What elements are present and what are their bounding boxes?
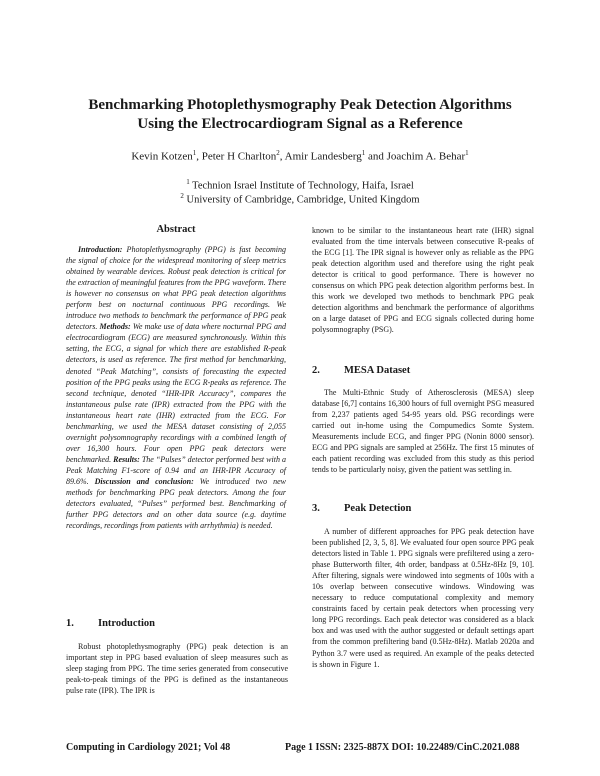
introduction-paragraph: Robust photoplethysmography (PPG) peak detection is an important step in PPG based evaluation of sleep measures such as sleep staging from PPG. The time series generated from consecutive peak-to-peak timings of the PPG is defined as the instantaneous pulse rate (IPR). The IPR is (66, 642, 288, 696)
section-title: Peak Detection (344, 503, 412, 514)
section-heading-mesa (312, 365, 410, 376)
section-heading-peak-detection (312, 503, 411, 514)
abstract-methods-label: Methods: (99, 322, 131, 332)
author-affil-mark: 1 (361, 149, 366, 157)
abstract-results: The “Pulses” detector performed best with a Peak Matching F1-score of 0.94 and an IHR-IPR Accuracy of 89.6%. (66, 454, 286, 486)
paper-title (0, 96, 600, 134)
author-name: , Amir Landesberg (279, 150, 362, 163)
affiliation-number: 2 (180, 192, 184, 200)
peak-detection-paragraph: A number of different approaches for PPG peak detection have been published [2, 3, 5, 8]. We evaluated four open source PPG peak detectors listed in Table 1. PPG signals were prefiltered using a zero-phase Butterworth filter, 4th order, bandpass at 0.5Hz-8Hz [9, 10]. After filtering, signals were windowed into segments of 100s with a 10s overlap between consecutive windows. Windowing was necessary to reduce computational complexity and memory constraints faced by certain peak detectors when processing very long PPG recordings. Each peak detector was considered as a black box and was used with the author suggested or default settings apart from the common prefiltering band (0.5Hz-8Hz). Matlab 2020a and Python 3.7 were used as required. An example of the peaks detected is shown in Figure 1. (312, 527, 534, 669)
author-affil-mark: 2 (276, 149, 280, 157)
section-number: 1. (66, 618, 74, 629)
section-number: 3. (312, 503, 320, 514)
title-line-2: Using the Electrocardiogram Signal as a Reference (137, 116, 463, 132)
abstract-discussion-label: Discussion and conclusion: (94, 476, 194, 486)
abstract-body (66, 244, 286, 531)
affiliation-number: 1 (186, 178, 190, 186)
abstract-results-label: Results: (113, 454, 140, 464)
author-affil-mark: 1 (192, 149, 197, 157)
abstract-intro-label: Introduction: (78, 245, 123, 254)
author-name: , Peter H Charlton (196, 150, 277, 163)
abstract-methods: We make use of data where nocturnal PPG and electrocardiogram (ECG) are measured synchronously. Within this setting, the ECG, a signal for which there are established R-peak detectors, is used as reference. The first method for benchmarking, denoted “Peak Matching”, consists of forecasting the expected position of the PPG peaks using the ECG R-peaks as reference. The second technique, denoted “IHR-IPR Accuracy”, compares the instantaneous pulse rate (IPR) extracted from the PPG with the instantaneous heart rate (IHR) extracted from the ECG. For benchmarking, we used the MESA dataset consisting of 2,055 overnight polysomnography recordings with a combined length of over 16,300 hours. Four open PPG peak detectors were benchmarked. (66, 322, 286, 464)
section-title: Introduction (98, 618, 155, 629)
section-heading-introduction (66, 618, 155, 629)
abstract-intro: Photoplethysmography (PPG) is fast becoming the signal of choice for the widespread monitoring of sleep metrics obtained by wearable devices. Robust peak detection is critical for the extraction of meaningful features from the PPG waveform. There is however no consensus on what PPG peak detection algorithms perform best on nocturnal continuous PPG recordings. We introduce two methods to benchmark the performance of PPG peak detectors. (66, 245, 286, 332)
affiliation-1 (0, 178, 600, 192)
intro-continued-paragraph: known to be similar to the instantaneous heart rate (IHR) signal evaluated from the time intervals between consecutive R-peaks of the ECG [1]. The IPR signal is however only as reliable as the PPG peak detection algorithm used and therefore using the right peak detector is critical to good performance. There is however no consensus on which PPG peak detection algorithm performs best. In this work we developed two methods to benchmark PPG peak detection algorithms and benchmark the performance of algorithms on a large dataset of PPG and ECG signals collected during home polysomnography (PSG). (312, 226, 534, 335)
title-line-1: Benchmarking Photoplethysmography Peak Detection Algorithms (88, 97, 512, 113)
affiliation-text: Technion Israel Institute of Technology, Haifa, Israel (189, 180, 414, 192)
footer-issn-doi: Page 1 ISSN: 2325-887X DOI: 10.22489/CinC.2021.088 (285, 742, 520, 753)
abstract-discussion: We introduced two new methods for benchmarking PPG peak detectors. Among the four detectors evaluated, “Pulses” performed best. Benchmarking of further PPG detectors and on other data source (e.g. daytime recordings, recordings from patients with arrhythmia) is needed. (66, 476, 286, 531)
author-affil-mark: 1 (465, 149, 469, 157)
affiliation-2 (0, 192, 600, 206)
mesa-paragraph: The Multi-Ethnic Study of Atherosclerosis (MESA) sleep database [6,7] contains 16,300 hours of full overnight PSG measured from 2,237 patients aged 54-95 years old. PSG recordings were carried out in-home using the Compumedics Somte System. Measurements include ECG, and finger PPG (Nonin 8000 sensor). ECG and PPG signals are sampled at 256Hz. The first 15 minutes of each patient recording was excluded from this study as this period tends to be particularly noisy, given the patient was settling in. (312, 388, 534, 475)
footer-journal: Computing in Cardiology 2021; Vol 48 (66, 742, 231, 753)
author-name: Kevin Kotzen (131, 150, 193, 163)
author-name: and Joachim A. Behar (365, 150, 466, 163)
author-list (0, 149, 600, 163)
section-title: MESA Dataset (344, 365, 411, 376)
abstract-heading: Abstract (156, 224, 196, 235)
section-number: 2. (312, 365, 320, 376)
affiliation-text: University of Cambridge, Cambridge, United Kingdom (183, 194, 420, 206)
